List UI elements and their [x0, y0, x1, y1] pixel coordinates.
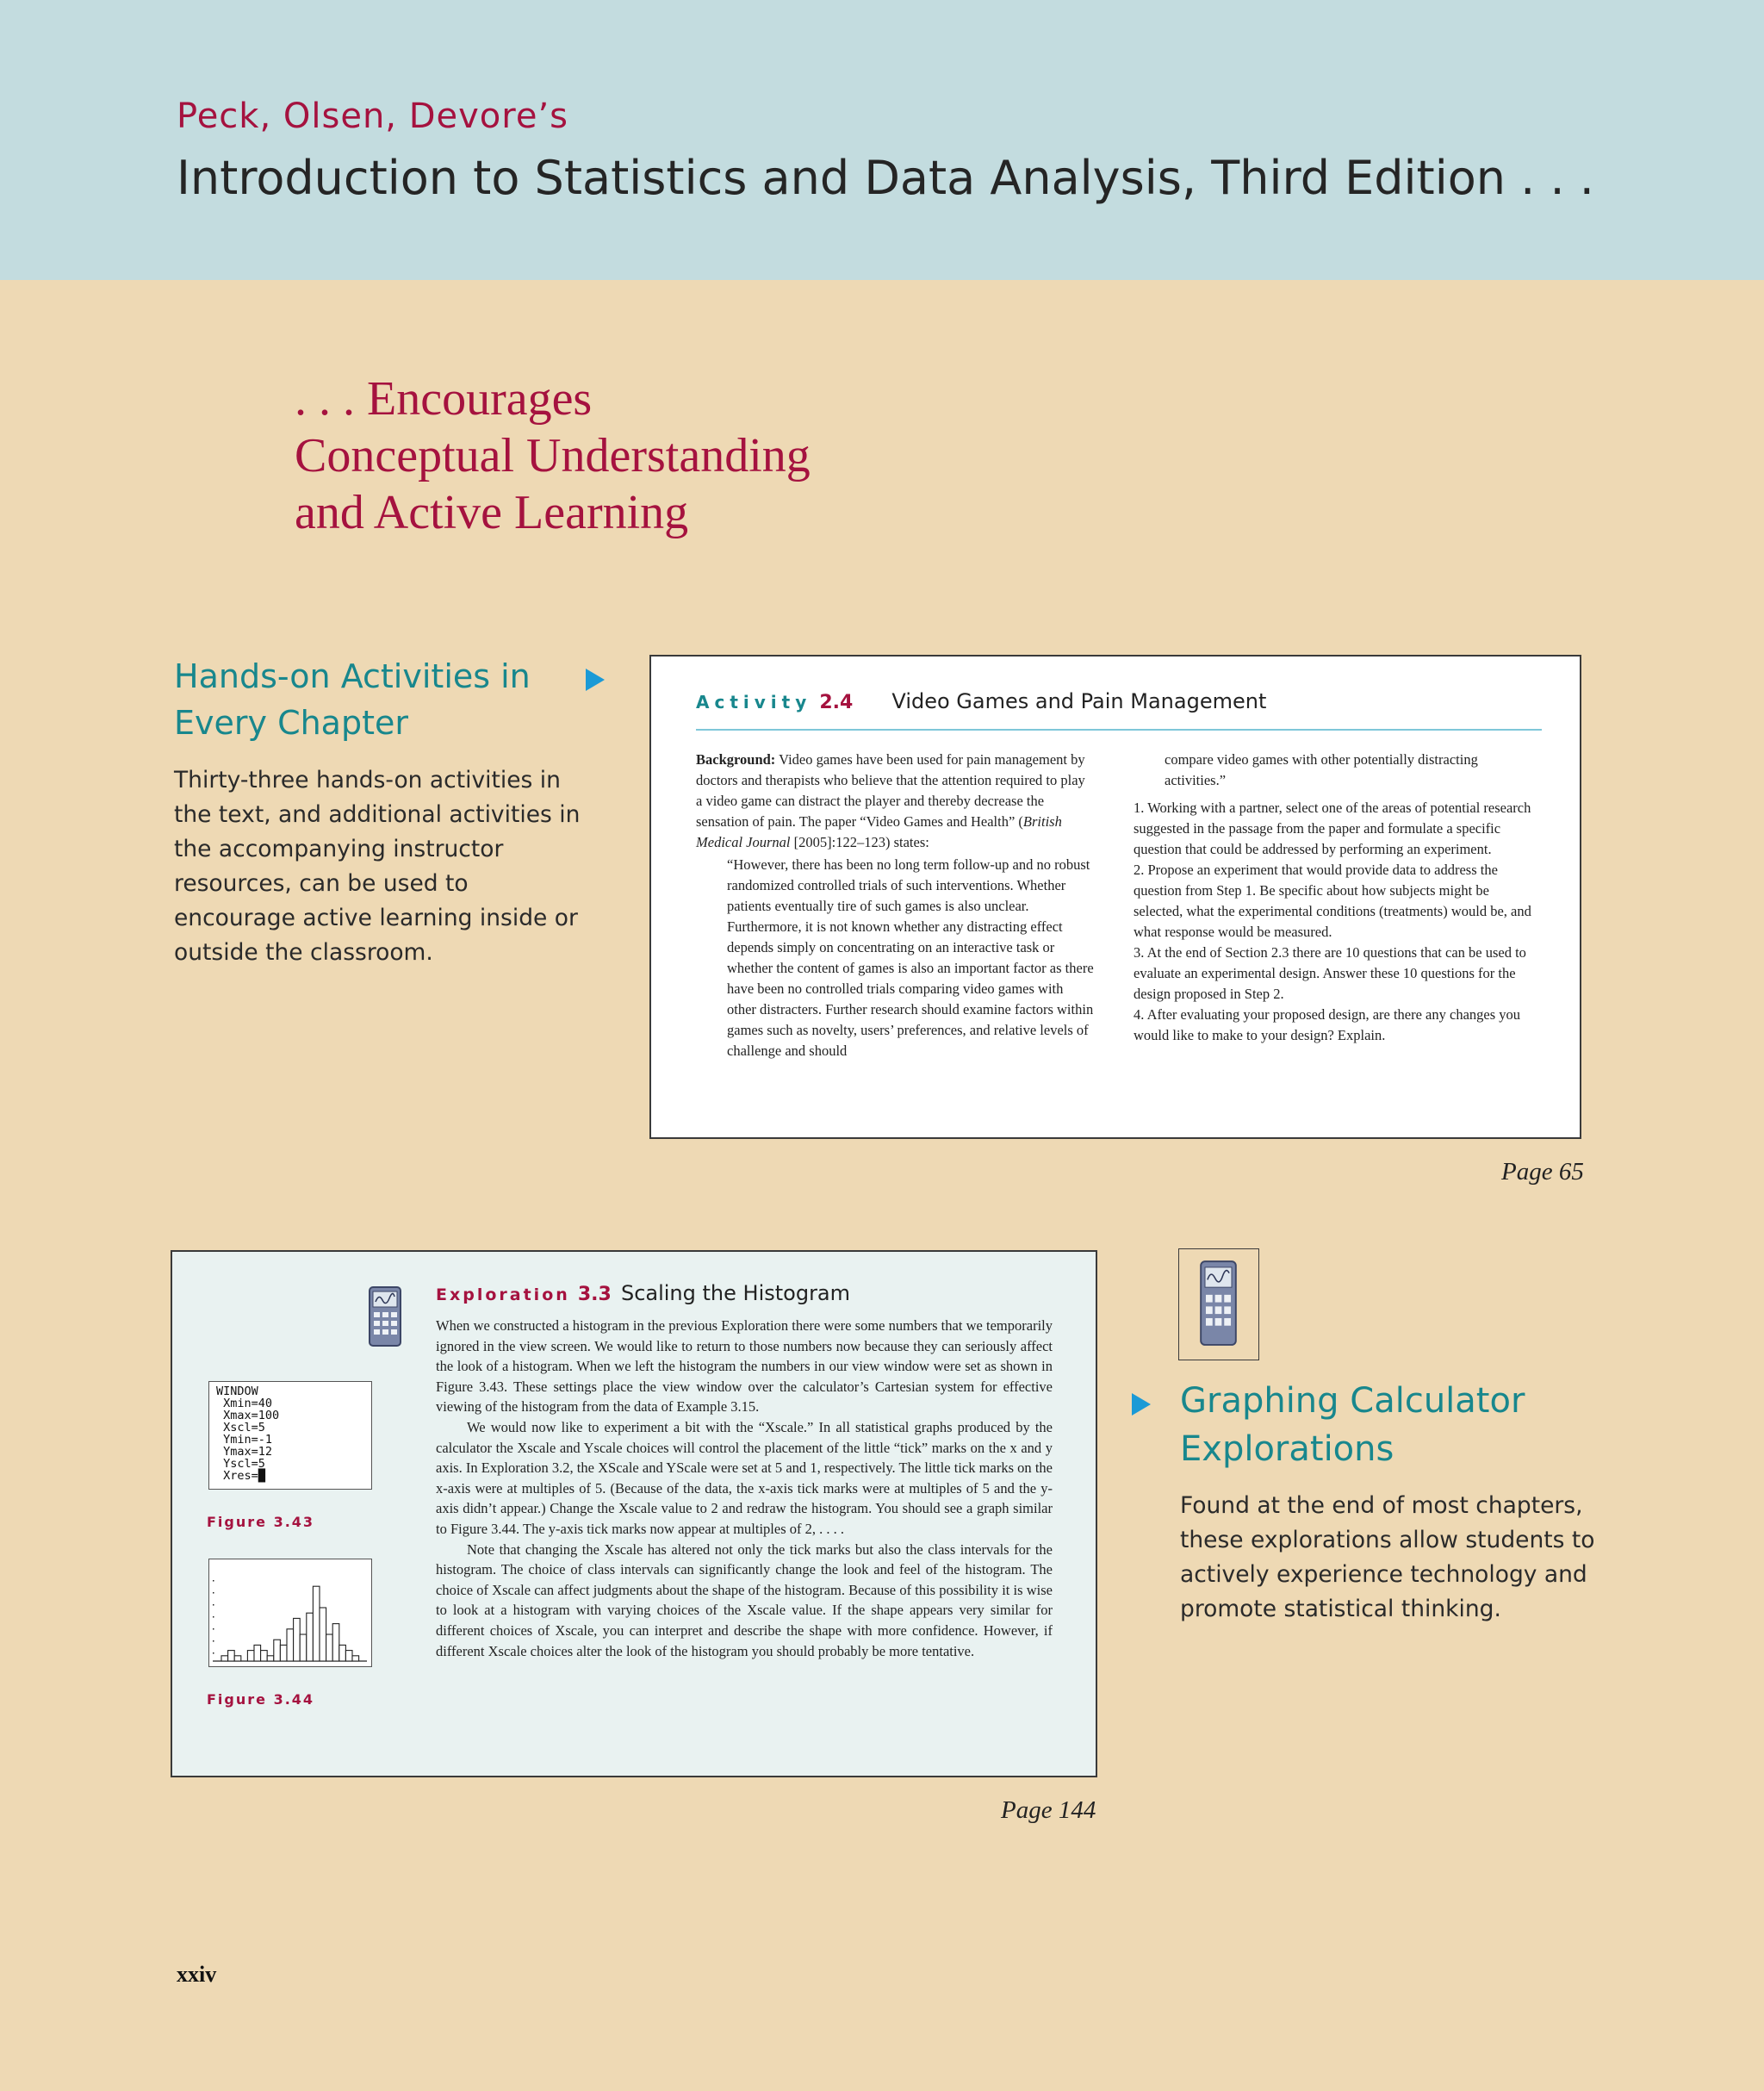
page-number: xxiv	[177, 1962, 217, 1987]
exploration-kicker: Exploration	[436, 1285, 570, 1304]
activity-step: 1. Working with a partner, select one of the areas of potential research suggested in the passage from the paper and formulate a specific question that could be addressed by performing an experiment.	[1134, 800, 1531, 857]
exploration-paragraph: When we constructed a histogram in the previous Exploration there were some numbers that we temporarily ignored in the view screen. We would like to return to those numbers now because they can seriously affect the look of a histogram. When we left the histogram the numbers in our view window were set as shown in Figure 3.43. These settings place the view window over the calculator’s Cartesian system for effective viewing of the histogram from the data of Example 3.15.	[436, 1317, 1053, 1416]
activity-quote: “However, there has been no long term follow-up and no robust randomized controlled trials of such interventions. Whether patients eventually tire of such games is also unclear. Furthermore, it is not known whether any distracting effect depends simply on concentrating on an interactive task or whether the content of games is also an important factor as there have been no controlled trials comparing video games with other distracters. Further research should examine factors within games such as novelty, users’ preferences, and relative levels of challenge and should	[727, 856, 1094, 1059]
activity-title: Video Games and Pain Management	[891, 689, 1267, 713]
histogram-bar	[287, 1629, 294, 1661]
calculator-feature	[1180, 1377, 1628, 1627]
histogram-bar	[339, 1645, 346, 1661]
feature-headline	[295, 370, 811, 541]
activity-right-column	[1134, 750, 1538, 1046]
y-axis-tick	[213, 1604, 214, 1606]
figure-3-44-label: Figure 3.44	[207, 1691, 315, 1708]
y-axis-tick	[213, 1592, 214, 1594]
histogram-bar	[247, 1651, 254, 1661]
header-band	[0, 0, 1764, 280]
activity-step: 3. At the end of Section 2.3 there are 10 questions that can be used to evaluate an experimental design. Answer these 10 questions for the design proposed in Step 2.	[1134, 944, 1526, 1002]
authors-line: Peck, Olsen, Devore’s	[177, 96, 569, 136]
exploration-paragraph: Note that changing the Xscale has altered not only the tick marks but also the class intervals for the histogram. The choice of class intervals can significantly change the look and feel of the histogram. The choice of Xscale can affect judgments about the shape of the histogram. Because of this possibility it is wise to look at a histogram with varying choices of the Xscale value. If the shape appears very similar for different choices of Xscale, you can interpret and describe the shape with more confidence. However, if different Xscale choices alter the look of the histogram you should probably be more tentative.	[436, 1540, 1053, 1659]
histogram-bar	[280, 1645, 287, 1661]
y-axis-tick	[213, 1652, 214, 1654]
activity-kicker: Activity	[696, 692, 812, 713]
y-axis-tick	[213, 1628, 214, 1630]
y-axis-tick	[213, 1580, 214, 1582]
calculator-description: Found at the end of most chapters, these explorations allow students to actively experience technology and promote statistical thinking.	[1180, 1492, 1595, 1622]
exploration-text	[436, 1316, 1053, 1661]
histogram-bar	[294, 1618, 301, 1661]
headline-line-3: and Active Learning	[295, 486, 689, 539]
exploration-page-ref: Page 144	[1001, 1796, 1096, 1824]
histogram-bar	[313, 1586, 320, 1661]
activities-description: Thirty-three hands-on activities in the text, and additional activities in the accompanying instructor resources, can be used to encourage active learning inside or outside the classroom.	[174, 767, 581, 966]
histogram-bar	[307, 1613, 314, 1661]
calculator-heading: Graphing Calculator Explorations	[1180, 1381, 1525, 1469]
book-title: Introduction to Statistics and Data Analysis, Third Edition . . .	[177, 151, 1594, 205]
y-axis-tick	[213, 1640, 214, 1642]
headline-line-1: . . . Encourages	[295, 372, 593, 426]
exploration-sample-box	[171, 1250, 1097, 1777]
exploration-number: 3.3	[577, 1284, 612, 1305]
exploration-paragraph: We would now like to experiment a bit with the “Xscale.” In all statistical graphs produced by the calculator the Xscale and Yscale choices will control the placement of the little “tick” marks on the x and y axis. In Exploration 3.2, the XScale and YScale were set at 5 and 1, respectively. The little tick marks on the x-axis were at multiples of 5. (Because of the data, the x-axis tick marks were at multiples of 5 and the y-axis didn’t appear.) Change the Xscale value to 2 and redraw the histogram. You should see a graph similar to Figure 3.44. The y-axis tick marks now appear at multiples of 2, . . . .	[436, 1418, 1053, 1537]
activity-left-column	[696, 750, 1094, 1061]
calculator-icon-frame	[1178, 1248, 1259, 1360]
activities-heading: Hands-on Activities in Every Chapter	[174, 657, 531, 742]
triangle-right-icon	[586, 669, 605, 691]
histogram-bar	[228, 1651, 235, 1661]
activity-background: Background: Video games have been used for pain management by doctors and therapists who believe that the attention required to play a video game can distract the player and thereby decrease the sensation of pain. The paper “Video Games and Health” (British Medical Journal [2005]:122–123) states:	[696, 751, 1085, 850]
activity-sample-box	[649, 655, 1581, 1139]
histogram-bar	[326, 1634, 333, 1661]
activities-feature	[174, 653, 587, 970]
histogram-bar	[345, 1651, 352, 1661]
activity-step: 4. After evaluating your proposed design, are there any changes you would like to make to your design? Explain.	[1134, 1006, 1521, 1043]
exploration-header	[436, 1281, 850, 1305]
activity-quote-continued: compare video games with other potentially distracting activities.”	[1165, 751, 1478, 788]
activity-header	[696, 689, 1542, 731]
histogram-bar	[267, 1656, 274, 1661]
figure-3-43-label: Figure 3.43	[207, 1514, 315, 1530]
histogram-bar	[254, 1645, 261, 1661]
calculator-histogram-screen	[208, 1559, 372, 1667]
calculator-window-screen	[208, 1381, 372, 1490]
histogram-bar	[261, 1651, 268, 1661]
histogram-bar	[221, 1656, 228, 1661]
histogram-bar	[300, 1634, 307, 1661]
y-axis-tick	[213, 1616, 214, 1618]
window-settings: WINDOW Xmin=40 Xmax=100 Xscl=5 Ymin=-1 Ymax=12 Yscl=5 Xres=█	[216, 1385, 280, 1483]
graphing-calculator-icon	[1179, 1249, 1258, 1359]
histogram-bar	[332, 1624, 339, 1661]
triangle-right-icon	[1132, 1393, 1151, 1416]
histogram-bar	[352, 1656, 359, 1661]
activity-step: 2. Propose an experiment that would provide data to address the question from Step 1. Be specific about how subjects might be selected, what the experimental conditions (treatments) would be, and what response would be measured.	[1134, 862, 1531, 940]
histogram-bar	[320, 1608, 326, 1661]
headline-line-2: Conceptual Understanding	[295, 429, 811, 482]
histogram-bar	[274, 1640, 281, 1661]
histogram-bar	[234, 1656, 241, 1661]
activity-number: 2.4	[819, 692, 854, 713]
graphing-calculator-icon	[369, 1286, 401, 1347]
activity-page-ref: Page 65	[1501, 1158, 1584, 1186]
histogram-plot	[209, 1559, 370, 1665]
exploration-title: Scaling the Histogram	[620, 1281, 851, 1305]
